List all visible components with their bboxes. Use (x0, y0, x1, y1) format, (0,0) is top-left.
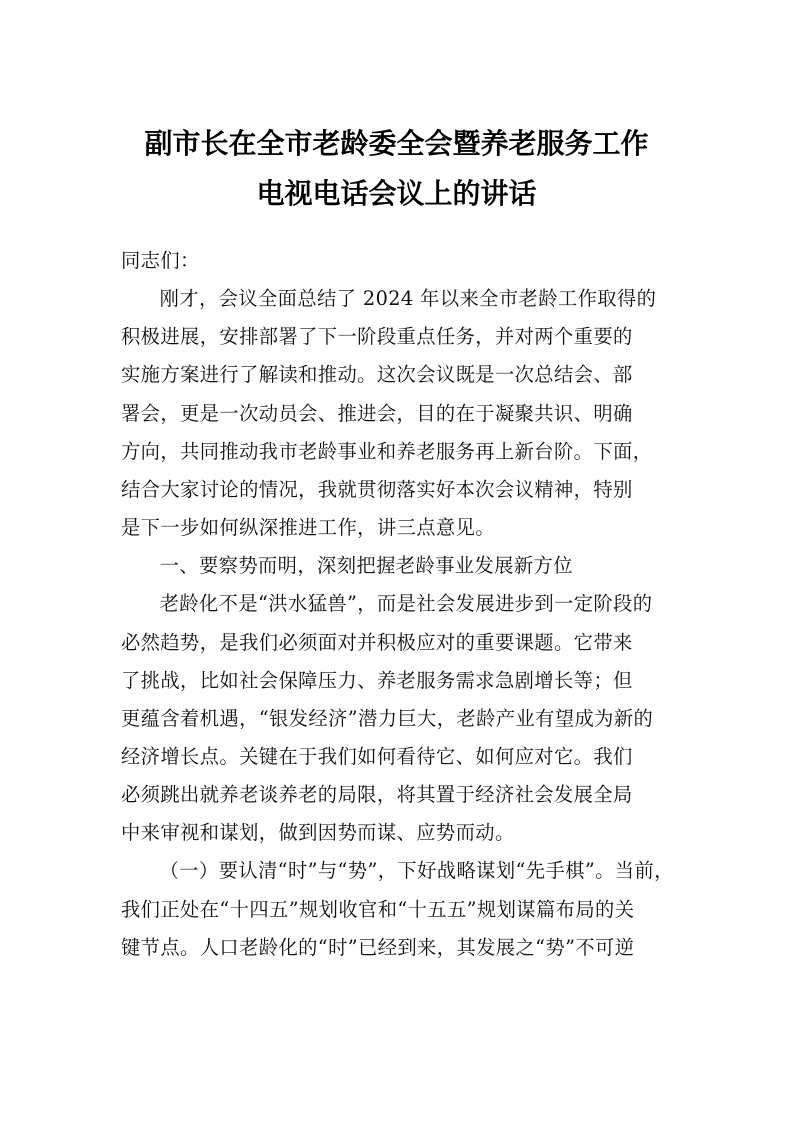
document-title-line-2: 电视电话会议上的讲话 (256, 177, 537, 210)
body-line: 必须跳出就养老谈养老的局限，将其置于经济社会发展全局 (121, 783, 633, 807)
body-line: 积极进展，安排部署了下一阶段重点任务，并对两个重要的 (121, 325, 633, 349)
body-line: 署会，更是一次动员会、推进会，目的在于凝聚共识、明确 (121, 401, 633, 425)
body-line: 我们正处在“十四五”规划收官和“十五五”规划谋篇布局的关 (121, 897, 635, 921)
body-line: 刚才，会议全面总结了 2024 年以来全市老龄工作取得的 (159, 287, 657, 311)
body-line: 结合大家讨论的情况，我就贯彻落实好本次会议精神，特别 (121, 477, 633, 501)
body-line: 是下一步如何纵深推进工作，讲三点意见。 (121, 516, 495, 539)
body-line: （一）要认清“时”与“势”，下好战略谋划“先手棋”。当前， (159, 859, 674, 883)
document-title-line-1: 副市长在全市老龄委全会暨养老服务工作 (144, 127, 649, 160)
body-line: 实施方案进行了解读和推动。这次会议既是一次总结会、部 (121, 363, 633, 387)
body-line: 老龄化不是“洪水猛兽”，而是社会发展进步到一定阶段的 (159, 592, 653, 616)
body-line: 一、要察势而明，深刻把握老龄事业发展新方位 (159, 554, 573, 578)
body-line: 了挑战，比如社会保障压力、养老服务需求急剧增长等；但 (121, 668, 633, 692)
body-line: 方向，共同推动我市老龄事业和养老服务再上新台阶。下面， (121, 439, 653, 463)
body-line: 中来审视和谋划，做到因势而谋、应势而动。 (121, 821, 515, 845)
body-line: 经济增长点。关键在于我们如何看待它、如何应对它。我们 (121, 745, 633, 768)
body-line: 同志们： (121, 249, 200, 272)
body-line: 必然趋势，是我们必须面对并积极应对的重要课题。它带来 (121, 630, 633, 654)
body-line: 更蕴含着机遇，“银发经济”潜力巨大，老龄产业有望成为新的 (121, 706, 654, 730)
body-line: 键节点。人口老龄化的“时”已经到来，其发展之“势”不可逆 (121, 935, 635, 959)
